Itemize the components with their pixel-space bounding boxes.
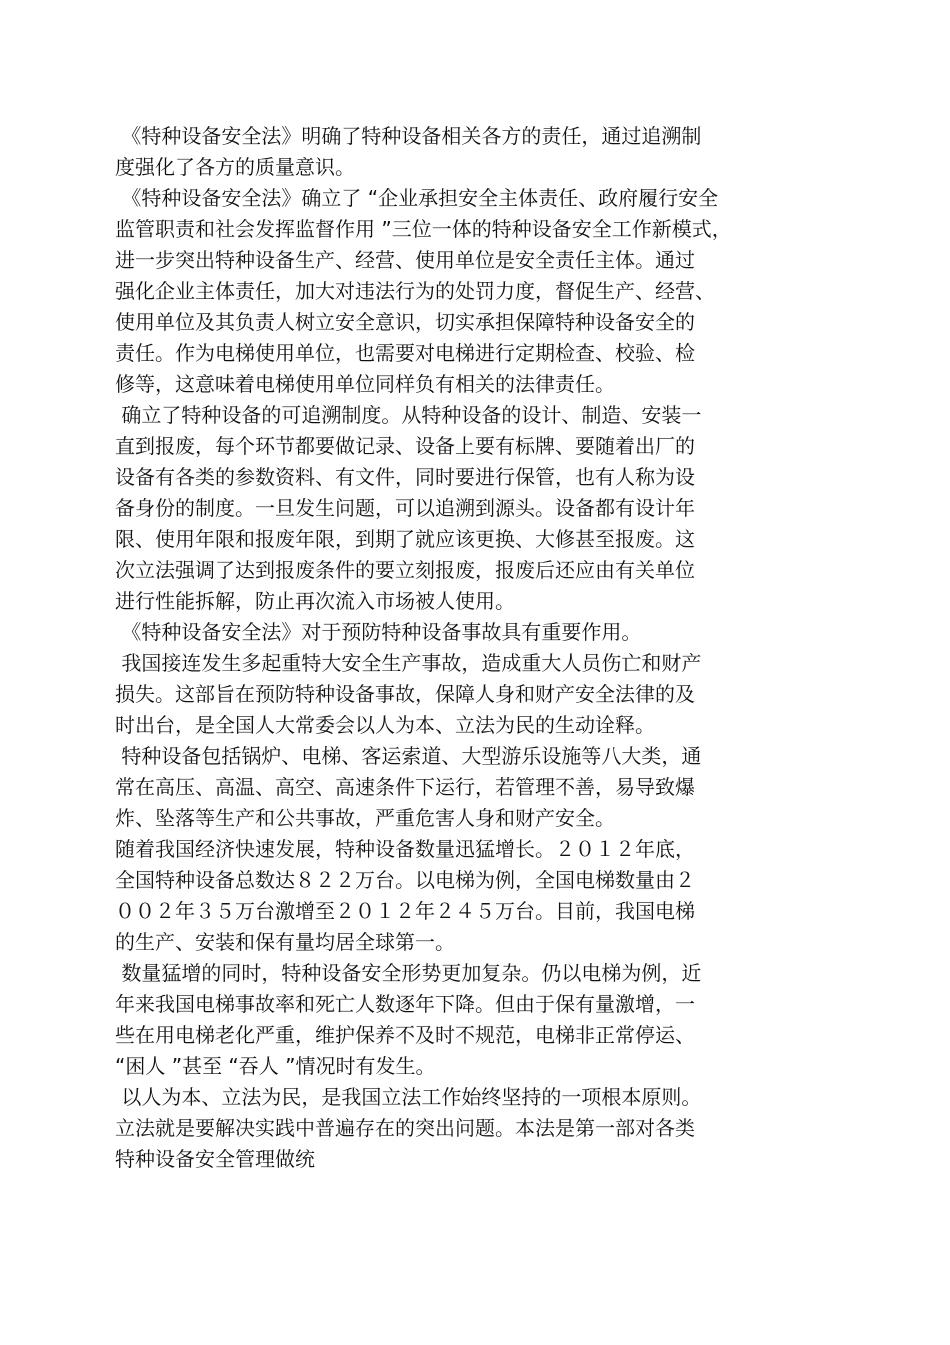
text-line: 《特种设备安全法》对于预防特种设备事故具有重要作用。 <box>115 620 642 644</box>
paragraph <box>115 1082 815 1175</box>
text-line: 备身份的制度。一旦发生问题，可以追溯到源头。设备都有设计年 <box>115 496 695 520</box>
text-line: 度强化了各方的质量意识。 <box>115 155 355 179</box>
text-line: 直到报废，每个环节都要做记录、设备上要有标牌、要随着出厂的 <box>115 434 695 458</box>
paragraph <box>115 400 815 617</box>
text-line: 强化企业主体责任，加大对违法行为的处罚力度，督促生产、经营、 <box>115 279 715 303</box>
text-line: 设备有各类的参数资料、有文件，同时要进行保管，也有人称为设 <box>115 465 695 489</box>
text-line: 数量猛增的同时，特种设备安全形势更加复杂。仍以电梯为例，近 <box>115 961 702 985</box>
paragraph <box>115 834 815 958</box>
text-line: “困人 ”甚至 “吞人 ”情况时有发生。 <box>115 1054 436 1078</box>
text-line: 立法就是要解决实践中普遍存在的突出问题。本法是第一部对各类 <box>115 1116 695 1140</box>
text-line: 《特种设备安全法》明确了特种设备相关各方的责任，通过追溯制 <box>115 124 702 148</box>
text-line: 监管职责和社会发挥监督作用 ”三位一体的特种设备安全工作新模式， <box>115 217 732 241</box>
text-line: 年来我国电梯事故率和死亡人数逐年下降。但由于保有量激增，一 <box>115 992 695 1016</box>
text-line: 次立法强调了达到报废条件的要立刻报废，报废后还应由有关单位 <box>115 558 695 582</box>
text-line: 限、使用年限和报废年限，到期了就应该更换、大修甚至报废。这 <box>115 527 695 551</box>
text-line: 损失。这部旨在预防特种设备事故，保障人身和财产安全法律的及 <box>115 682 695 706</box>
document-body <box>115 121 815 1175</box>
text-line: 炸、坠落等生产和公共事故，严重危害人身和财产安全。 <box>115 806 615 830</box>
paragraph <box>115 617 815 648</box>
text-line: 的生产、安装和保有量均居全球第一。 <box>115 930 455 954</box>
text-line: 随着我国经济快速发展，特种设备数量迅猛增长。２０１２年底， <box>115 837 695 861</box>
text-line: 修等，这意味着电梯使用单位同样负有相关的法律责任。 <box>115 372 615 396</box>
text-line: 些在用电梯老化严重，维护保养不及时不规范，电梯非正常停运、 <box>115 1023 695 1047</box>
text-line: 进行性能拆解，防止再次流入市场被人使用。 <box>115 589 515 613</box>
text-line: 责任。作为电梯使用单位，也需要对电梯进行定期检查、校验、检 <box>115 341 695 365</box>
text-line: 确立了特种设备的可追溯制度。从特种设备的设计、制造、安装一 <box>115 403 702 427</box>
text-line: 进一步突出特种设备生产、经营、使用单位是安全责任主体。通过 <box>115 248 695 272</box>
text-line: 特种设备安全管理做统 <box>115 1147 315 1171</box>
text-line: 特种设备包括锅炉、电梯、客运索道、大型游乐设施等八大类，通 <box>115 744 702 768</box>
paragraph <box>115 183 815 400</box>
text-line: 时出台，是全国人大常委会以人为本、立法为民的生动诠释。 <box>115 713 655 737</box>
text-line: ００２年３５万台激增至２０１２年２４５万台。目前，我国电梯 <box>115 899 695 923</box>
text-line: 全国特种设备总数达８２２万台。以电梯为例，全国电梯数量由２ <box>115 868 695 892</box>
paragraph <box>115 121 815 183</box>
text-line: 《特种设备安全法》确立了 “企业承担安全主体责任、政府履行安全 <box>115 186 719 210</box>
text-line: 常在高压、高温、高空、高速条件下运行，若管理不善，易导致爆 <box>115 775 695 799</box>
text-line: 以人为本、立法为民，是我国立法工作始终坚持的一项根本原则。 <box>115 1085 702 1109</box>
paragraph <box>115 741 815 834</box>
paragraph <box>115 958 815 1082</box>
paragraph <box>115 648 815 741</box>
text-line: 我国接连发生多起重特大安全生产事故，造成重大人员伤亡和财产 <box>115 651 702 675</box>
text-line: 使用单位及其负责人树立安全意识，切实承担保障特种设备安全的 <box>115 310 695 334</box>
